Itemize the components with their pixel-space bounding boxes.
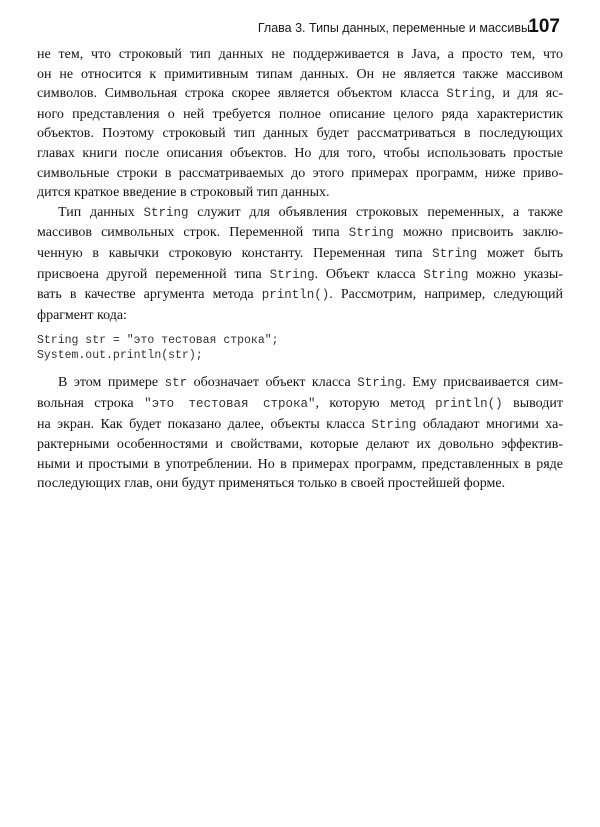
text-run: вать в качестве аргумента метода xyxy=(37,287,262,303)
paragraph-2 xyxy=(37,203,563,326)
text-line: не тем, что строковый тип данных не поддерживается в Java, а просто тем, что xyxy=(37,47,563,62)
code-line: String str = "это тестовая строка"; xyxy=(37,334,279,348)
text-line xyxy=(37,285,563,306)
text-run: обладают многими ха- xyxy=(416,416,563,432)
text-run: . Рассмотрим, например, следующий xyxy=(329,287,564,303)
text-line: символьные строки в рассматриваемых до этого примерах программ, ниже приво- xyxy=(37,165,563,181)
page-number: 107 xyxy=(528,16,560,37)
text-line xyxy=(37,415,563,436)
inline-code: String xyxy=(143,205,189,220)
text-line: фрагмент кода: xyxy=(37,307,127,323)
text-run: . Объект класса xyxy=(314,266,424,282)
inline-code: str xyxy=(164,376,188,391)
text-line: дится краткое введение в строковый тип данных. xyxy=(37,185,330,201)
inline-code: "это тестовая строка" xyxy=(144,396,316,411)
text-run: , которую метод xyxy=(315,395,436,411)
text-line: объектов. Поэтому строковый тип данных будет рассматриваться в последующих xyxy=(37,126,563,142)
page-header xyxy=(0,16,600,40)
text-run: присвоена другой переменной типа xyxy=(37,266,270,282)
text-run: Тип данных xyxy=(58,204,144,220)
paragraph-3 xyxy=(37,373,563,494)
text-run: выводит xyxy=(502,395,563,411)
text-line: он не относится к примитивным типам данных. Он не является также массивом xyxy=(37,66,563,82)
paragraph-1 xyxy=(37,45,563,203)
text-run: В этом примере xyxy=(58,375,165,391)
text-run: на экран. Как будет показано далее, объекты класса xyxy=(37,416,372,432)
code-block xyxy=(37,333,563,363)
chapter-title: Глава 3. Типы данных, переменные и массивы xyxy=(257,21,530,35)
text-run: может быть xyxy=(477,245,563,261)
inline-code: println() xyxy=(435,396,503,411)
text-line: главах книги после описания объектов. Но для того, чтобы использовать простые xyxy=(37,145,563,161)
inline-code: String xyxy=(348,226,394,241)
inline-code: String xyxy=(423,267,469,282)
text-run: ченную в кавычки строковую константу. Переменная типа xyxy=(37,245,433,261)
inline-code: String xyxy=(269,267,315,282)
inline-code: String xyxy=(371,417,417,432)
text-line xyxy=(37,244,563,265)
inline-code: String xyxy=(432,246,478,261)
text-run: символов. Символьная строка скорее является объектом класса xyxy=(37,86,447,102)
code-line: System.out.println(str); xyxy=(37,349,203,363)
text-run: можно указы- xyxy=(468,266,563,282)
text-line xyxy=(37,203,563,224)
text-run: можно присвоить заклю- xyxy=(393,225,563,241)
text-line: рактерными особенностями и свойствами, которые делают их довольно эффектив- xyxy=(37,437,563,453)
text-line: ными и простыми в употреблении. Но в примерах программ, представленных в ряде xyxy=(37,456,563,472)
text-run: , и для яс- xyxy=(491,86,564,102)
text-run: служит для объявления строковых переменных, а также xyxy=(188,204,563,220)
text-run: обозначает объект класса xyxy=(187,375,358,391)
text-line xyxy=(37,265,563,286)
text-run: массивов символьных строк. Переменной типа xyxy=(37,225,349,241)
text-run: вольная строка xyxy=(37,395,145,411)
inline-code: String xyxy=(357,376,403,391)
inline-code: String xyxy=(446,87,492,102)
text-line xyxy=(37,373,563,394)
text-line: ного представления о ней требуется полное описание целого ряда характеристик xyxy=(37,106,563,122)
text-line: последующих глав, они будут применяться только в своей простейшей форме. xyxy=(37,476,506,492)
text-run: . Ему присваивается сим- xyxy=(402,375,563,391)
text-line xyxy=(37,84,563,105)
inline-code: println() xyxy=(261,288,330,303)
page-body xyxy=(37,45,563,494)
text-line xyxy=(37,394,563,415)
text-line xyxy=(37,223,563,244)
